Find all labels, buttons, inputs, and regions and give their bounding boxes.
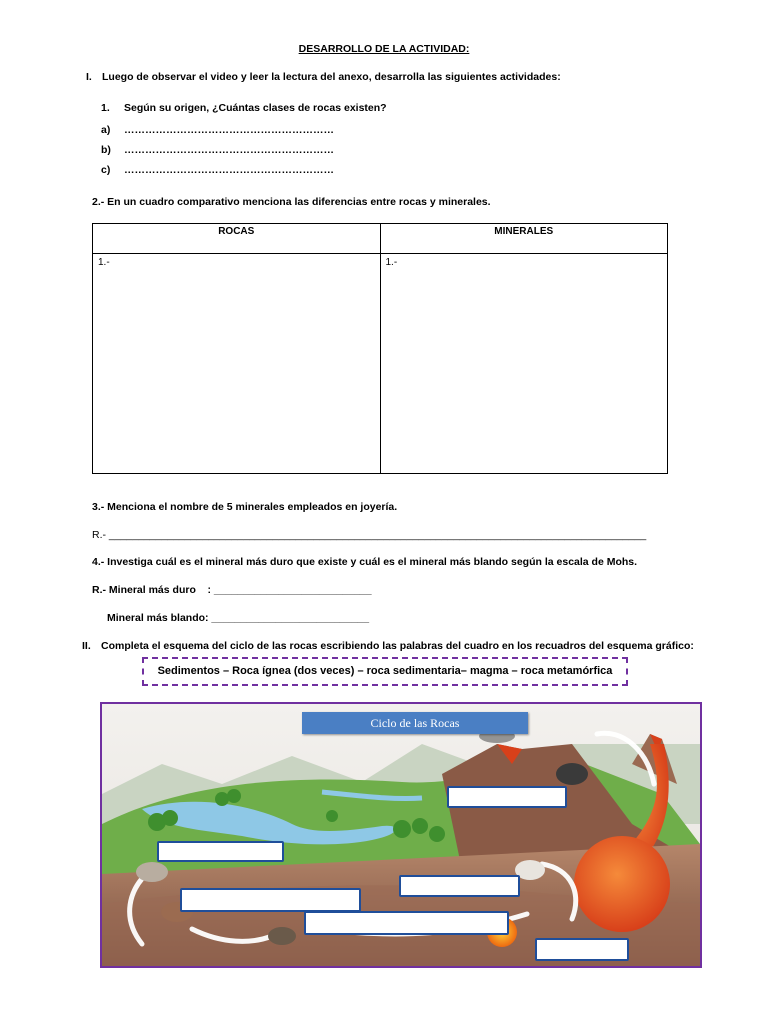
answer-box-4[interactable]	[180, 888, 361, 912]
answer-box-2[interactable]	[157, 841, 284, 862]
rock-cycle-diagram	[100, 702, 702, 968]
q1-option-label-c: c)	[101, 164, 111, 176]
q4-hardest-line[interactable]: R.- Mineral más duro : ___________________________	[92, 584, 372, 596]
comparison-table	[92, 223, 668, 474]
section1-numeral: I.	[86, 71, 92, 83]
answer-box-3[interactable]	[399, 875, 520, 897]
diagram-banner: Ciclo de las Rocas	[302, 712, 528, 734]
table-header-rocas: ROCAS	[93, 224, 381, 254]
q3-answer-line[interactable]: R.- ____________________________________________________________________________________________	[92, 529, 647, 541]
q1-option-line-a[interactable]: ……………………………………………………	[124, 124, 334, 136]
q2-text: 2.- En un cuadro comparativo menciona las diferencias entre rocas y minerales.	[92, 196, 491, 208]
answer-box-1[interactable]	[447, 786, 567, 808]
section1-instruction: Luego de observar el video y leer la lectura del anexo, desarrolla las siguientes actividades:	[102, 71, 561, 83]
q1-option-line-c[interactable]: ……………………………………………………	[124, 164, 334, 176]
q4-text: 4.- Investiga cuál es el mineral más duro que existe y cuál es el mineral más blando según la escala de Mohs.	[92, 556, 638, 568]
q3-text: 3.- Menciona el nombre de 5 minerales empleados en joyería.	[92, 501, 398, 513]
table-cell-minerales[interactable]: 1.-	[380, 254, 668, 474]
section2-numeral: II.	[82, 640, 91, 652]
table-cell-rocas[interactable]: 1.-	[93, 254, 381, 474]
q1-option-line-b[interactable]: ……………………………………………………	[124, 144, 334, 156]
table-header-minerales: MINERALES	[380, 224, 668, 254]
q4-softest-line[interactable]: Mineral más blando: ___________________________	[107, 612, 370, 624]
q1-option-label-b: b)	[101, 144, 111, 156]
answer-box-6[interactable]	[535, 938, 629, 961]
page-title: DESARROLLO DE LA ACTIVIDAD:	[298, 43, 470, 55]
answer-box-5[interactable]	[304, 911, 509, 935]
q1-text: Según su origen, ¿Cuántas clases de rocas existen?	[124, 102, 387, 114]
word-bank-box: Sedimentos – Roca ígnea (dos veces) – roca sedimentaria– magma – roca metamórfica	[142, 657, 628, 686]
section2-instruction: Completa el esquema del ciclo de las rocas escribiendo las palabras del cuadro en los recuadros del esquema gráfico:	[101, 640, 694, 652]
q1-number: 1.	[101, 102, 110, 114]
q1-option-label-a: a)	[101, 124, 111, 136]
